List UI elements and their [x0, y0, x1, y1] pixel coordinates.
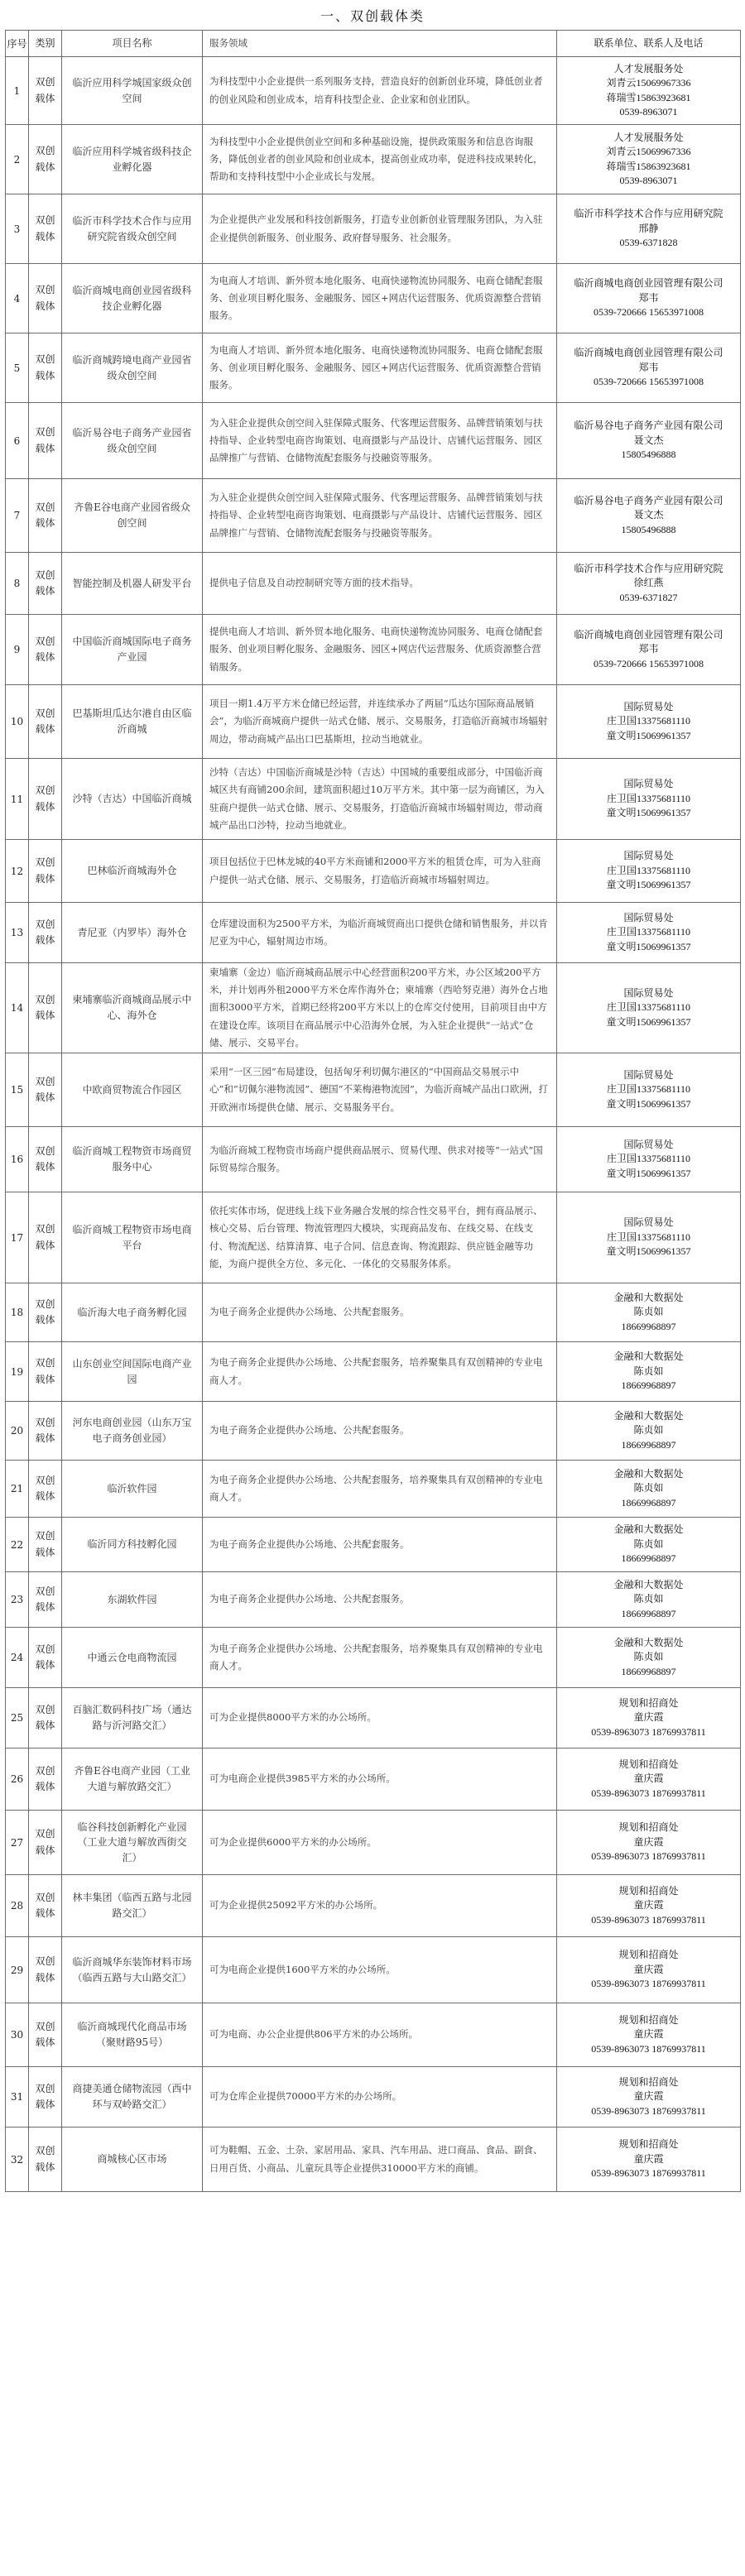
row-service-scope: 为电子商务企业提供办公场地、公共配套服务。 [203, 1402, 557, 1461]
row-service-scope: 可为企业提供25092平方米的办公场所。 [203, 1875, 557, 1937]
table-row [6, 759, 741, 840]
row-category: 双创载体 [29, 903, 62, 963]
contact-line: 临沂商城电商创业园管理有限公司 [574, 628, 723, 640]
contact-line: 金融和大数据处 [613, 1409, 684, 1422]
contact-line: 陈贞如 [633, 1365, 664, 1377]
row-project-name: 临沂软件园 [62, 1461, 203, 1518]
contact-line: 金融和大数据处 [613, 1578, 684, 1590]
row-number: 30 [6, 2003, 29, 2067]
contact-line: 陈贞如 [633, 1424, 664, 1437]
row-contact [557, 57, 741, 125]
row-contact [557, 840, 741, 903]
table-row [6, 1518, 741, 1572]
row-number: 6 [6, 403, 29, 479]
contact-line: 陈贞如 [633, 1537, 664, 1550]
contact-line: 规划和招商处 [618, 2138, 679, 2151]
row-service-scope: 项目一期1.4万平方米仓储已经运营，并连续承办了两届“瓜达尔国际商品展销会”，为临沂商城商户提供一站式仓储、展示、交易服务，打造临沂商城市场辐射周边，带动商城产品出口巴基斯坦，拉动当地就业。 [203, 685, 557, 759]
row-project-name: 山东创业空间国际电商产业园 [62, 1342, 203, 1402]
row-category: 双创载体 [29, 1937, 62, 2003]
row-category: 双创载体 [29, 1688, 62, 1749]
row-contact [557, 264, 741, 333]
row-service-scope: 提供电商人才培训、新外贸本地化服务、电商快递物流协同服务、电商仓储配套服务、创业项目孵化服务、金融服务、园区+网店代运营服务、优质资源整合营销服务。 [203, 615, 557, 685]
table-row [6, 1461, 741, 1518]
contact-line: 刘青云15069967336 [606, 77, 691, 89]
table-row [6, 2003, 741, 2067]
row-service-scope: 为科技型中小企业提供创业空间和多种基础设施，提供政策服务和信息咨询服务，降低创业者的创业风险和创业成本，提高创业成功率，促进科技成果转化，帮助和支持科技型中小企业成长与发展。 [203, 125, 557, 194]
row-contact [557, 1342, 741, 1402]
row-contact [557, 479, 741, 553]
contact-line: 国际贸易处 [623, 1216, 674, 1229]
row-project-name: 临沂商城华东装饰材料市场（临西五路与大山路交汇） [62, 1937, 203, 2003]
contact-line: 童文明15069961357 [606, 1245, 691, 1258]
row-number: 26 [6, 1749, 29, 1811]
row-project-name: 临沂应用科学城省级科技企业孵化器 [62, 125, 203, 194]
contact-line: 0539-720666 15653971008 [594, 657, 704, 669]
row-number: 4 [6, 264, 29, 333]
row-project-name: 临沂同方科技孵化园 [62, 1518, 203, 1572]
table-row [6, 840, 741, 903]
contact-line: 18669968897 [621, 1607, 676, 1619]
row-category: 双创载体 [29, 615, 62, 685]
row-service-scope: 为电子商务企业提供办公场地、公共配套服务。 [203, 1518, 557, 1572]
row-category: 双创载体 [29, 1572, 62, 1628]
row-number: 20 [6, 1402, 29, 1461]
table-row [6, 963, 741, 1053]
row-category: 双创载体 [29, 1127, 62, 1192]
row-project-name: 林丰集团（临西五路与北园路交汇） [62, 1875, 203, 1937]
contact-line: 0539-720666 15653971008 [594, 306, 704, 319]
row-service-scope: 沙特（吉达）中国临沂商城是沙特（吉达）中国城的重要组成部分，中国临沂商城区共有商铺200余间，建筑面积超过10万平方米。其中第一层为商铺区，为入驻商户提供一站式仓储、展示、交易服务，打造临沂商城市场辐射周边，带动商城产品出口沙特，拉动当地就业。 [203, 759, 557, 840]
row-service-scope: 为入驻企业提供众创空间入驻保障式服务、代客理运营服务、品牌营销策划与扶持指导、企业转型电商咨询策划、电商摄影与产品设计、店铺代运营服务、园区品牌推广与营销、仓储物流配套服务与投融资等服务。 [203, 403, 557, 479]
contact-line: 临沂商城电商创业园管理有限公司 [574, 277, 723, 290]
row-contact [557, 403, 741, 479]
contact-line: 童庆霞 [633, 1772, 664, 1785]
contact-line: 国际贸易处 [623, 911, 674, 923]
table-row [6, 1811, 741, 1875]
contact-line: 郑韦 [638, 643, 659, 655]
row-service-scope: 项目包括位于巴林龙城的40平方米商铺和2000平方米的租赁仓库，可为入驻商户提供一站式仓储、展示、交易服务，打造临沂商城市场辐射周边。 [203, 840, 557, 903]
row-contact [557, 2003, 741, 2067]
row-project-name: 青尼亚（内罗毕）海外仓 [62, 903, 203, 963]
contact-line: 庄卫国13375681110 [606, 864, 691, 876]
row-project-name: 商捷美通仓储物流园（西中环与双岭路交汇） [62, 2067, 203, 2127]
row-service-scope: 提供电子信息及自动控制研究等方面的技术指导。 [203, 553, 557, 615]
table-row [6, 1342, 741, 1402]
table-row [6, 1628, 741, 1688]
row-number: 15 [6, 1053, 29, 1127]
row-category: 双创载体 [29, 264, 62, 333]
contact-line: 金融和大数据处 [613, 1523, 684, 1536]
table-row [6, 1053, 741, 1127]
row-contact [557, 963, 741, 1053]
row-number: 28 [6, 1875, 29, 1937]
row-project-name: 临沂商城工程物资市场商贸服务中心 [62, 1127, 203, 1192]
row-category: 双创载体 [29, 1628, 62, 1688]
row-contact [557, 194, 741, 264]
row-category: 双创载体 [29, 963, 62, 1053]
carrier-table [5, 30, 741, 2192]
row-category: 双创载体 [29, 403, 62, 479]
table-row [6, 903, 741, 963]
contact-line: 人才发展服务处 [613, 131, 684, 143]
contact-line: 0539-6371828 [619, 237, 678, 249]
row-project-name: 商城核心区市场 [62, 2127, 203, 2192]
row-contact [557, 759, 741, 840]
contact-line: 0539-8963073 18769937811 [591, 1913, 706, 1926]
contact-line: 国际贸易处 [623, 986, 674, 999]
contact-line: 陈贞如 [633, 1651, 664, 1663]
row-category: 双创载体 [29, 57, 62, 125]
header-name: 项目名称 [62, 31, 203, 57]
contact-line: 0539-8963073 18769937811 [591, 2104, 706, 2117]
row-number: 31 [6, 2067, 29, 2127]
row-service-scope: 依托实体市场，促进线上线下业务融合发展的综合性交易平台，拥有商品展示、核心交易、后台管理、物流管理四大模块，实现商品发布、在线交易、在线支付、物流配送、结算清算、电子合同、信息查询、物流跟踪、供应链金融等功能，为商户提供全方位、多元化、一体化的交易服务体系。 [203, 1192, 557, 1283]
row-service-scope: 为电子商务企业提供办公场地、公共配套服务，培养聚集具有双创精神的专业电商人才。 [203, 1628, 557, 1688]
contact-line: 0539-8963073 18769937811 [591, 1850, 706, 1863]
row-category: 双创载体 [29, 1875, 62, 1937]
contact-line: 规划和招商处 [618, 1758, 679, 1770]
row-category: 双创载体 [29, 1283, 62, 1342]
row-number: 5 [6, 333, 29, 403]
row-project-name: 临沂易谷电子商务产业园省级众创空间 [62, 403, 203, 479]
contact-line: 0539-8963071 [619, 105, 678, 118]
row-service-scope: 仓库建设面积为2500平方米，为临沂商城贸商出口提供仓储和销售服务，并以肯尼亚为中心，辐射周边市场。 [203, 903, 557, 963]
table-row [6, 615, 741, 685]
contact-line: 临沂市科学技术合作与应用研究院 [574, 208, 723, 220]
contact-line: 规划和招商处 [618, 1884, 679, 1897]
table-row [6, 1937, 741, 2003]
row-category: 双创载体 [29, 1811, 62, 1875]
row-category: 双创载体 [29, 2003, 62, 2067]
contact-line: 童庆霞 [633, 1899, 664, 1912]
table-row [6, 553, 741, 615]
contact-line: 童庆霞 [633, 2152, 664, 2165]
table-row [6, 1283, 741, 1342]
row-project-name: 巴基斯坦瓜达尔港自由区临沂商城 [62, 685, 203, 759]
contact-line: 庄卫国13375681110 [606, 1001, 691, 1014]
row-number: 29 [6, 1937, 29, 2003]
contact-line: 临沂市科学技术合作与应用研究院 [574, 562, 723, 574]
row-project-name: 临沂商城跨境电商产业园省级众创空间 [62, 333, 203, 403]
contact-line: 规划和招商处 [618, 1696, 679, 1709]
row-category: 双创载体 [29, 1192, 62, 1283]
table-row [6, 685, 741, 759]
row-project-name: 临谷科技创新孵化产业园（工业大道与解放西街交汇） [62, 1811, 203, 1875]
contact-line: 规划和招商处 [618, 1949, 679, 1961]
row-number: 22 [6, 1518, 29, 1572]
row-contact [557, 1402, 741, 1461]
row-category: 双创载体 [29, 685, 62, 759]
row-category: 双创载体 [29, 840, 62, 903]
row-number: 16 [6, 1127, 29, 1192]
contact-line: 童文明15069961357 [606, 940, 691, 952]
contact-line: 18669968897 [621, 1552, 676, 1565]
row-number: 8 [6, 553, 29, 615]
row-service-scope: 可为电商、办公企业提供806平方米的办公场所。 [203, 2003, 557, 2067]
row-project-name: 百脑汇数码科技广场（通达路与沂河路交汇） [62, 1688, 203, 1749]
row-number: 7 [6, 479, 29, 553]
table-row [6, 333, 741, 403]
contact-line: 庄卫国13375681110 [606, 1083, 691, 1096]
row-project-name: 河东电商创业园（山东万宝电子商务创业园） [62, 1402, 203, 1461]
row-contact [557, 1192, 741, 1283]
row-category: 双创载体 [29, 1342, 62, 1402]
row-contact [557, 1461, 741, 1518]
table-row [6, 57, 741, 125]
row-service-scope: 为电子商务企业提供办公场地、公共配套服务，培养聚集具有双创精神的专业电商人才。 [203, 1342, 557, 1402]
row-project-name: 齐鲁E谷电商产业园（工业大道与解放路交汇） [62, 1749, 203, 1811]
contact-line: 国际贸易处 [623, 850, 674, 862]
table-row [6, 1749, 741, 1811]
contact-line: 18669968897 [621, 1438, 676, 1451]
contact-line: 临沂易谷电子商务产业园有限公司 [574, 420, 723, 432]
contact-line: 国际贸易处 [623, 1138, 674, 1150]
table-row [6, 1402, 741, 1461]
contact-line: 规划和招商处 [618, 2075, 679, 2088]
row-contact [557, 1628, 741, 1688]
contact-line: 0539-8963073 18769937811 [591, 2042, 706, 2055]
contact-line: 童文明15069961357 [606, 729, 691, 741]
row-number: 14 [6, 963, 29, 1053]
row-category: 双创载体 [29, 1461, 62, 1518]
row-category: 双创载体 [29, 2127, 62, 2192]
contact-line: 童文明15069961357 [606, 1167, 691, 1179]
contact-line: 国际贸易处 [623, 1068, 674, 1081]
row-number: 12 [6, 840, 29, 903]
header-type: 类别 [29, 31, 62, 57]
row-service-scope: 可为电商企业提供1600平方米的办公场所。 [203, 1937, 557, 2003]
row-project-name: 中欧商贸物流合作园区 [62, 1053, 203, 1127]
row-project-name: 柬埔寨临沂商城商品展示中心、海外仓 [62, 963, 203, 1053]
row-contact [557, 1518, 741, 1572]
table-row [6, 2127, 741, 2192]
contact-line: 庄卫国13375681110 [606, 926, 691, 938]
contact-line: 庄卫国13375681110 [606, 792, 691, 804]
row-contact [557, 615, 741, 685]
contact-line: 蒋瑞雪15863923681 [606, 91, 691, 103]
row-category: 双创载体 [29, 553, 62, 615]
row-project-name: 智能控制及机器人研发平台 [62, 553, 203, 615]
table-row [6, 1127, 741, 1192]
contact-line: 陈贞如 [633, 1482, 664, 1494]
contact-line: 0539-8963073 18769937811 [591, 1787, 706, 1799]
table-row [6, 264, 741, 333]
table-row [6, 1572, 741, 1628]
row-project-name: 临沂市科学技术合作与应用研究院省级众创空间 [62, 194, 203, 264]
contact-line: 0539-8963073 18769937811 [591, 2167, 706, 2180]
table-row [6, 1688, 741, 1749]
row-service-scope: 为电子商务企业提供办公场地、公共配套服务。 [203, 1283, 557, 1342]
row-contact [557, 1688, 741, 1749]
row-contact [557, 1875, 741, 1937]
row-service-scope: 为入驻企业提供众创空间入驻保障式服务、代客理运营服务、品牌营销策划与扶持指导、企业转型电商咨询策划、电商摄影与产品设计、店铺代运营服务、园区品牌推广与营销、仓储物流配套服务与投融资等服务。 [203, 479, 557, 553]
row-number: 23 [6, 1572, 29, 1628]
row-service-scope: 可为电商企业提供3985平方米的办公场所。 [203, 1749, 557, 1811]
contact-line: 童文明15069961357 [606, 1097, 691, 1110]
row-number: 11 [6, 759, 29, 840]
contact-line: 童庆霞 [633, 1711, 664, 1724]
row-contact [557, 553, 741, 615]
row-contact [557, 2067, 741, 2127]
table-row [6, 1875, 741, 1937]
row-category: 双创载体 [29, 125, 62, 194]
row-number: 1 [6, 57, 29, 125]
row-contact [557, 1127, 741, 1192]
row-contact [557, 1749, 741, 1811]
row-service-scope: 为电子商务企业提供办公场地、公共配套服务，培养聚集具有双创精神的专业电商人才。 [203, 1461, 557, 1518]
header-contact: 联系单位、联系人及电话 [557, 31, 741, 57]
row-number: 25 [6, 1688, 29, 1749]
row-number: 13 [6, 903, 29, 963]
table-row [6, 1192, 741, 1283]
row-project-name: 临沂商城工程物资市场电商平台 [62, 1192, 203, 1283]
row-service-scope: 可为仓库企业提供70000平方米的办公场所。 [203, 2067, 557, 2127]
table-row [6, 2067, 741, 2127]
contact-line: 人才发展服务处 [613, 62, 684, 74]
row-category: 双创载体 [29, 2067, 62, 2127]
contact-line: 临沂商城电商创业园管理有限公司 [574, 347, 723, 359]
row-number: 18 [6, 1283, 29, 1342]
contact-line: 童文明15069961357 [606, 879, 691, 891]
contact-line: 临沂易谷电子商务产业园有限公司 [574, 494, 723, 506]
contact-line: 金融和大数据处 [613, 1636, 684, 1648]
contact-line: 陈贞如 [633, 1593, 664, 1605]
contact-line: 刘青云15069967336 [606, 146, 691, 158]
row-service-scope: 为科技型中小企业提供一系列服务支持，营造良好的创新创业环境，降低创业者的创业风险和创业成本，培育科技型企业、企业家和创业团队。 [203, 57, 557, 125]
contact-line: 0539-8963073 18769937811 [591, 1978, 706, 1990]
row-number: 21 [6, 1461, 29, 1518]
contact-line: 金融和大数据处 [613, 1350, 684, 1363]
contact-line: 郑韦 [638, 361, 659, 373]
row-category: 双创载体 [29, 333, 62, 403]
contact-line: 童文明15069961357 [606, 1015, 691, 1028]
row-contact [557, 903, 741, 963]
row-number: 10 [6, 685, 29, 759]
row-contact [557, 685, 741, 759]
contact-line: 15805496888 [621, 449, 676, 461]
row-number: 24 [6, 1628, 29, 1688]
row-service-scope: 可为鞋帽、五金、土杂、家居用品、家具、汽车用品、进口商品、食品、副食、日用百货、小商品、儿童玩具等企业提供310000平方米的商铺。 [203, 2127, 557, 2192]
contact-line: 邢静 [638, 222, 659, 234]
contact-line: 童庆霞 [633, 2028, 664, 2041]
contact-line: 郑韦 [638, 291, 659, 304]
row-category: 双创载体 [29, 759, 62, 840]
row-number: 2 [6, 125, 29, 194]
row-project-name: 沙特（吉达）中国临沂商城 [62, 759, 203, 840]
contact-line: 0539-8963073 18769937811 [591, 1725, 706, 1738]
row-category: 双创载体 [29, 194, 62, 264]
contact-line: 庄卫国13375681110 [606, 715, 691, 727]
contact-line: 庄卫国13375681110 [606, 1230, 691, 1243]
row-project-name: 东湖软件园 [62, 1572, 203, 1628]
table-row [6, 479, 741, 553]
row-contact [557, 1572, 741, 1628]
table-row [6, 125, 741, 194]
row-contact [557, 1811, 741, 1875]
row-project-name: 中通云仓电商物流园 [62, 1628, 203, 1688]
contact-line: 18669968897 [621, 1320, 676, 1332]
contact-line: 0539-720666 15653971008 [594, 376, 704, 388]
contact-line: 金融和大数据处 [613, 1291, 684, 1303]
table-body [6, 57, 741, 2192]
contact-line: 规划和招商处 [618, 2013, 679, 2026]
contact-line: 蒋瑞雪15863923681 [606, 160, 691, 172]
row-category: 双创载体 [29, 1749, 62, 1811]
contact-line: 18669968897 [621, 1665, 676, 1677]
contact-line: 国际贸易处 [623, 778, 674, 790]
contact-line: 0539-6371827 [619, 591, 678, 603]
contact-line: 0539-8963071 [619, 174, 678, 186]
header-service: 服务领域 [203, 31, 557, 57]
row-project-name: 临沂商城现代化商品市场（聚财路95号） [62, 2003, 203, 2067]
contact-line: 童庆霞 [633, 1835, 664, 1848]
row-category: 双创载体 [29, 1402, 62, 1461]
contact-line: 庄卫国13375681110 [606, 1153, 691, 1165]
contact-line: 国际贸易处 [623, 700, 674, 712]
row-category: 双创载体 [29, 1053, 62, 1127]
contact-line: 18669968897 [621, 1379, 676, 1392]
row-project-name: 临沂应用科学城国家级众创空间 [62, 57, 203, 125]
contact-line: 童庆霞 [633, 2090, 664, 2103]
row-category: 双创载体 [29, 479, 62, 553]
row-service-scope: 可为企业提供6000平方米的办公场所。 [203, 1811, 557, 1875]
header-no: 序号 [6, 31, 29, 57]
table-row [6, 403, 741, 479]
row-service-scope: 为电商人才培训、新外贸本地化服务、电商快递物流协同服务、电商仓储配套服务、创业项目孵化服务、金融服务、园区+网店代运营服务、优质资源整合营销服务。 [203, 333, 557, 403]
contact-line: 童文明15069961357 [606, 807, 691, 819]
row-contact [557, 125, 741, 194]
contact-line: 18669968897 [621, 1496, 676, 1509]
contact-line: 聂文杰 [633, 509, 664, 521]
contact-line: 15805496888 [621, 523, 676, 535]
row-service-scope: 为电商人才培训、新外贸本地化服务、电商快递物流协同服务、电商仓储配套服务、创业项目孵化服务、金融服务、园区+网店代运营服务、优质资源整合营销服务。 [203, 264, 557, 333]
row-number: 32 [6, 2127, 29, 2192]
row-contact [557, 2127, 741, 2192]
row-number: 3 [6, 194, 29, 264]
row-number: 9 [6, 615, 29, 685]
row-service-scope: 可为企业提供8000平方米的办公场所。 [203, 1688, 557, 1749]
row-project-name: 临沂商城电商创业园省级科技企业孵化器 [62, 264, 203, 333]
row-service-scope: 柬埔寨（金边）临沂商城商品展示中心经营面积200平方米，办公区域200平方米，并计划再外租2000平方米仓库作海外仓；柬埔寨（西哈努克港）海外仓占地面积3000平方米，首期已经将200平方米以上的仓库交付使用，目前项目由中方在建设仓库。该项目在商品展示中心沿海外仓展，为入驻企业提供“一站式”仓储、展示、交易平台。 [203, 963, 557, 1053]
row-project-name: 巴林临沂商城海外仓 [62, 840, 203, 903]
row-number: 17 [6, 1192, 29, 1283]
row-category: 双创载体 [29, 1518, 62, 1572]
row-project-name: 临沂海大电子商务孵化园 [62, 1283, 203, 1342]
row-project-name: 齐鲁E谷电商产业园省级众创空间 [62, 479, 203, 553]
contact-line: 徐红燕 [633, 577, 664, 589]
row-project-name: 中国临沂商城国际电子商务产业园 [62, 615, 203, 685]
contact-line: 陈贞如 [633, 1306, 664, 1318]
table-header-row [6, 31, 741, 57]
contact-line: 金融和大数据处 [613, 1467, 684, 1480]
row-contact [557, 1937, 741, 2003]
document-title: 一、双创载体类 [320, 7, 425, 24]
row-service-scope: 采用“一区三园”布局建设，包括匈牙利切佩尔港区的“中国商品交易展示中心”和“切佩尔港物流园”、德国“不莱梅港物流园”，为临沂商城产品出口欧洲，打开欧洲市场提供仓储、展示、交易服务平台。 [203, 1053, 557, 1127]
row-service-scope: 为企业提供产业发展和科技创新服务，打造专业创新创业管理服务团队，为入驻企业提供创新服务、创业服务、政府督导服务、社会服务。 [203, 194, 557, 264]
row-service-scope: 为电子商务企业提供办公场地、公共配套服务。 [203, 1572, 557, 1628]
row-number: 19 [6, 1342, 29, 1402]
table-row [6, 194, 741, 264]
row-contact [557, 333, 741, 403]
contact-line: 聂文杰 [633, 434, 664, 446]
row-number: 27 [6, 1811, 29, 1875]
row-contact [557, 1053, 741, 1127]
row-contact [557, 1283, 741, 1342]
row-service-scope: 为临沂商城工程物资市场商户提供商品展示、贸易代理、供求对接等“一站式”国际贸易综合服务。 [203, 1127, 557, 1192]
contact-line: 规划和招商处 [618, 1821, 679, 1834]
contact-line: 童庆霞 [633, 1963, 664, 1975]
